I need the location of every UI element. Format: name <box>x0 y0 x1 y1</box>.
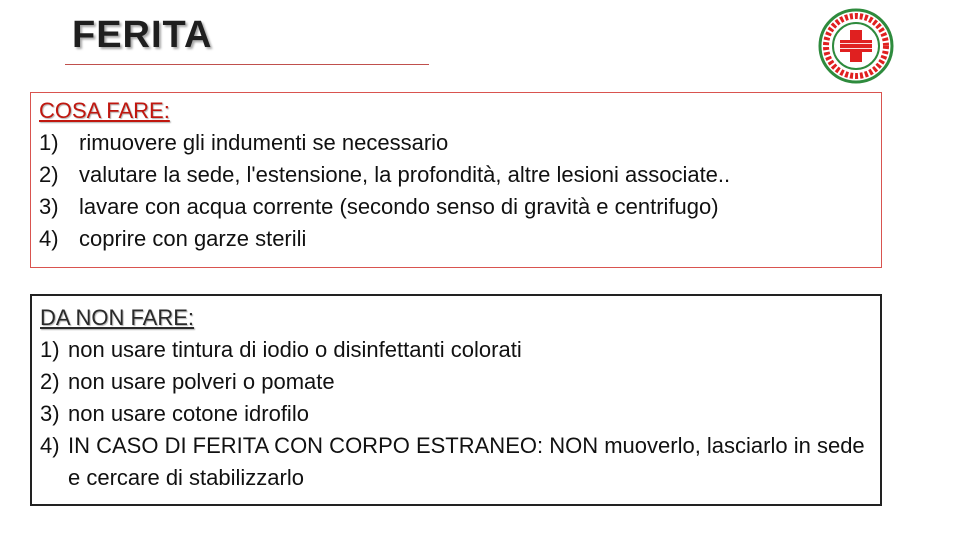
item-number: 3) <box>40 401 60 426</box>
item-text: lavare con acqua corrente (secondo senso di gravità e centrifugo) <box>79 194 719 219</box>
item-number: 3) <box>39 194 59 219</box>
item-text: valutare la sede, l'estensione, la profondità, altre lesioni associate.. <box>79 162 731 187</box>
item-text: non usare tintura di iodio o disinfettanti colorati <box>68 337 522 362</box>
item-number: 2) <box>39 162 59 187</box>
item-number: 1) <box>40 337 60 362</box>
list-item <box>39 127 873 159</box>
what-to-do-heading: COSA FARE: <box>39 98 170 123</box>
title-underline <box>65 64 429 65</box>
item-text: rimuovere gli indumenti se necessario <box>79 130 449 155</box>
item-text: non usare cotone idrofilo <box>68 401 309 426</box>
item-text: IN CASO DI FERITA CON CORPO ESTRANEO: NON muoverlo, lasciarlo in sede e cercare di stabilizzarlo <box>68 433 865 490</box>
what-to-do-box <box>30 92 882 268</box>
what-not-to-do-box <box>30 294 882 506</box>
list-item <box>39 223 873 255</box>
page-title: FERITA <box>72 14 213 56</box>
list-item <box>40 334 872 366</box>
item-text: non usare polveri o pomate <box>68 369 335 394</box>
item-number: 2) <box>40 369 60 394</box>
item-number: 1) <box>39 130 59 155</box>
list-item <box>39 191 873 223</box>
item-number: 4) <box>40 433 60 458</box>
cross-association-logo-icon <box>818 8 894 84</box>
list-item <box>39 159 873 191</box>
item-number: 4) <box>39 226 59 251</box>
list-item <box>40 398 872 430</box>
list-item <box>40 430 872 494</box>
item-text: coprire con garze sterili <box>79 226 307 251</box>
what-not-to-do-heading: DA NON FARE: <box>40 305 195 330</box>
list-item <box>40 366 872 398</box>
